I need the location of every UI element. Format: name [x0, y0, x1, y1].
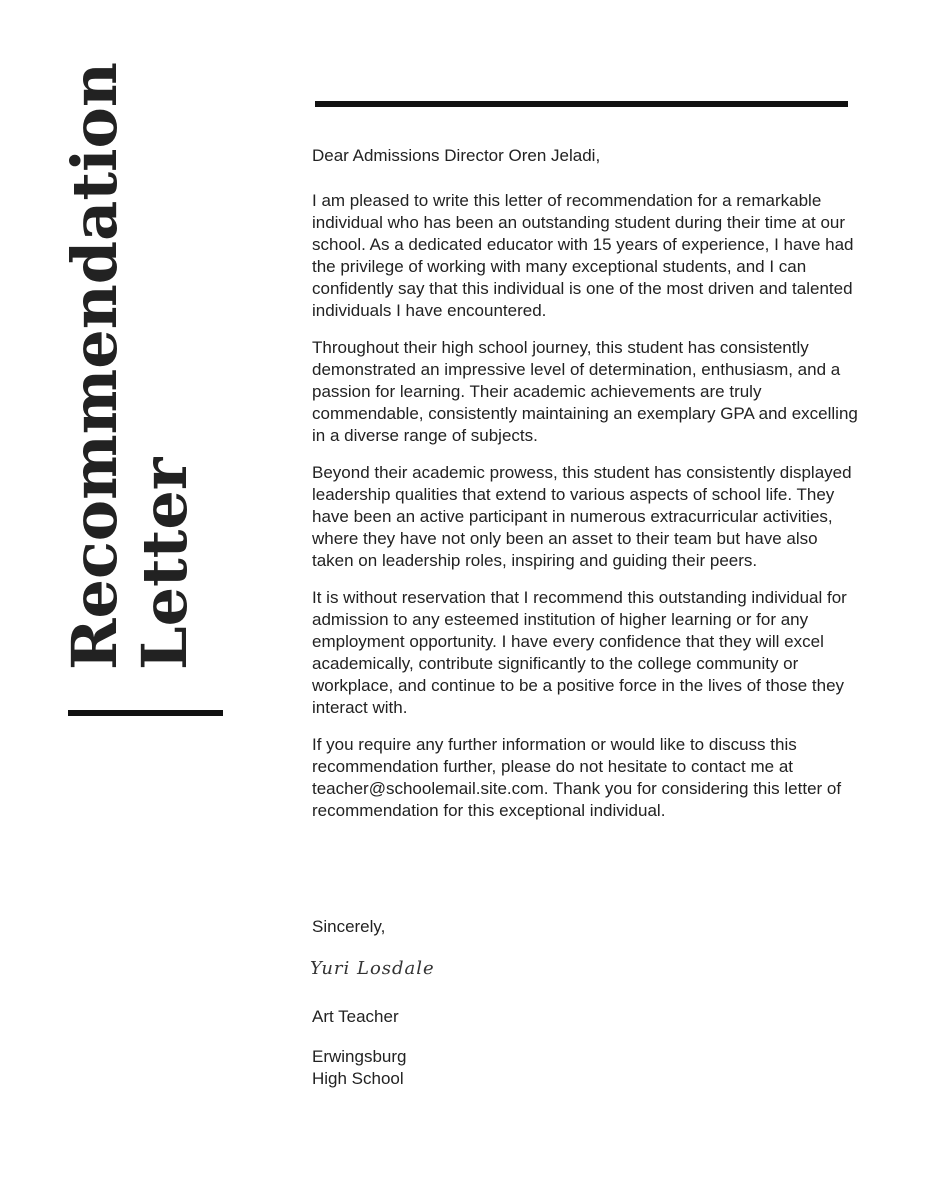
signer-role: Art Teacher: [312, 1007, 399, 1026]
header-divider: [315, 101, 848, 107]
salutation: Dear Admissions Director Oren Jeladi,: [312, 146, 601, 165]
title-divider: [68, 710, 223, 716]
school-line-1: Erwingsburg: [312, 1047, 407, 1066]
paragraph: If you require any further information or would like to discuss this recommendation further, please do not hesitate to contact me at teacher@schoolemail.site.com. Thank you for considering this letter of recommendation for this exceptional individual.: [312, 735, 842, 820]
school-line-2: High School: [312, 1069, 404, 1088]
title-line-1: Recommendation: [58, 62, 131, 670]
letter-body: [312, 145, 862, 837]
signature: Yuri Losdale: [310, 958, 435, 979]
title-line-2: Letter: [128, 457, 201, 670]
signer-school: [312, 1046, 407, 1090]
closing: Sincerely,: [312, 917, 386, 936]
paragraph: I am pleased to write this letter of recommendation for a remarkable individual who has been an outstanding student during their time at our school. As a dedicated educator with 15 years of experience, I have had the privilege of working with many exceptional students, and I can confidently say that this individual is one of the most driven and talented individuals I have encountered.: [312, 191, 854, 320]
title-block: [58, 62, 220, 670]
paragraph: It is without reservation that I recommend this outstanding individual for admission to any esteemed institution of higher learning or for any employment opportunity. I have every confidence that they will excel academically, contribute significantly to the college community or workplace, and continue to be a positive force in the lives of those they interact with.: [312, 588, 847, 717]
paragraph: Beyond their academic prowess, this student has consistently displayed leadership qualities that extend to various aspects of school life. They have been an active participant in numerous extracurricular activities, where they have not only been an asset to their team but have also taken on leadership roles, inspiring and guiding their peers.: [312, 463, 852, 570]
paragraph: Throughout their high school journey, this student has consistently demonstrated an impressive level of determination, enthusiasm, and a passion for learning. Their academic achievements are truly commendable, consistently maintaining an exemplary GPA and excelling in a diverse range of subjects.: [312, 338, 858, 445]
document-title: [58, 62, 201, 670]
